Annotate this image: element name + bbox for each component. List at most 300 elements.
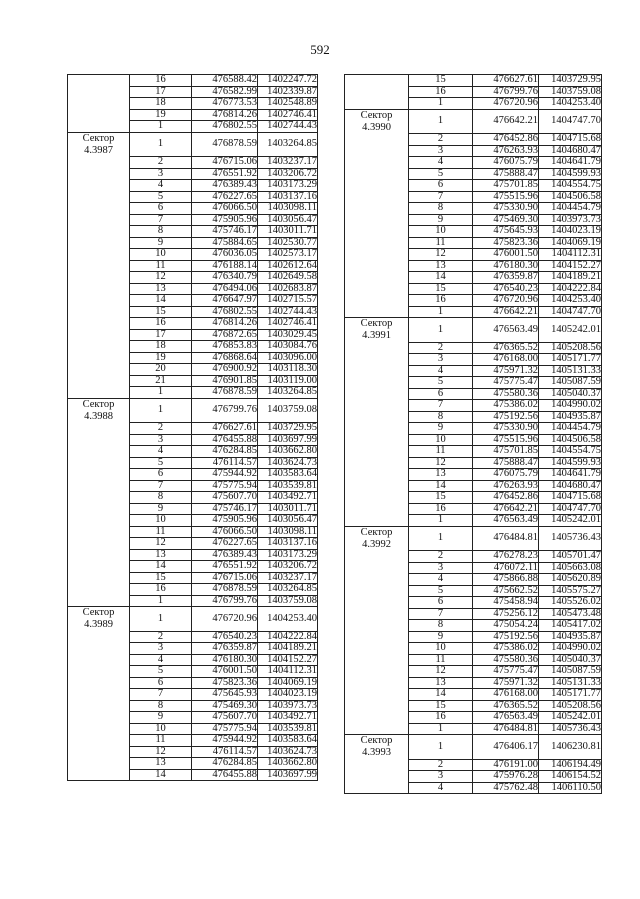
point-number: 14	[409, 480, 473, 492]
table-row	[345, 86, 602, 98]
y-coordinate: 1405242.01	[539, 712, 602, 724]
x-coordinate: 476284.85	[192, 758, 258, 770]
x-coordinate: 476365.52	[473, 700, 539, 712]
sector-label-cell	[68, 375, 130, 387]
sector-label-cell	[345, 109, 409, 134]
sector-label-cell	[68, 480, 130, 492]
sector-label-cell	[345, 457, 409, 469]
y-coordinate: 1404599.93	[539, 457, 602, 469]
y-coordinate: 1405040.37	[539, 388, 602, 400]
sector-label-cell	[68, 306, 130, 318]
table-row	[68, 329, 318, 341]
x-coordinate: 476075.79	[473, 157, 539, 169]
y-coordinate: 1403492.71	[258, 712, 318, 724]
y-coordinate: 1405242.01	[539, 515, 602, 527]
point-number: 7	[130, 214, 192, 226]
table-row	[68, 364, 318, 376]
x-coordinate: 476263.93	[473, 145, 539, 157]
point-number: 12	[130, 272, 192, 284]
y-coordinate: 1406230.81	[539, 735, 602, 760]
y-coordinate: 1402744.43	[258, 121, 318, 133]
point-number: 9	[130, 712, 192, 724]
x-coordinate: 476114.57	[192, 457, 258, 469]
x-coordinate: 475888.47	[473, 457, 539, 469]
x-coordinate: 475386.02	[473, 643, 539, 655]
x-coordinate: 476720.96	[192, 607, 258, 632]
table-row	[68, 86, 318, 98]
y-coordinate: 1404222.84	[258, 631, 318, 643]
table-row	[345, 712, 602, 724]
x-coordinate: 476715.06	[192, 157, 258, 169]
point-number: 4	[409, 365, 473, 377]
point-number: 12	[130, 746, 192, 758]
point-number: 8	[409, 203, 473, 215]
table-row	[345, 689, 602, 701]
table-row	[68, 769, 318, 781]
x-coordinate: 476799.76	[192, 595, 258, 607]
sector-label-cell	[345, 214, 409, 226]
x-coordinate: 475976.28	[473, 771, 539, 783]
point-number: 7	[130, 689, 192, 701]
sector-label-cell	[68, 584, 130, 596]
y-coordinate: 1403056.47	[258, 214, 318, 226]
point-number: 1	[409, 318, 473, 343]
table-row	[345, 260, 602, 272]
y-coordinate: 1403237.17	[258, 572, 318, 584]
sector-label-cell	[68, 446, 130, 458]
sector-label-cell	[68, 457, 130, 469]
point-number: 1	[409, 98, 473, 110]
table-row	[68, 191, 318, 203]
table-row	[345, 551, 602, 563]
table-row	[68, 423, 318, 435]
x-coordinate: 476036.05	[192, 249, 258, 261]
table-row	[345, 562, 602, 574]
y-coordinate: 1403697.99	[258, 769, 318, 781]
x-coordinate: 476627.61	[192, 423, 258, 435]
sector-label: Сектор	[82, 607, 115, 618]
point-number: 7	[409, 608, 473, 620]
y-coordinate: 1404747.70	[539, 306, 602, 318]
point-number: 14	[130, 561, 192, 573]
point-number: 14	[130, 769, 192, 781]
x-coordinate: 476001.50	[473, 249, 539, 261]
table-row	[68, 654, 318, 666]
y-coordinate: 1403137.16	[258, 191, 318, 203]
y-coordinate: 1404023.19	[258, 689, 318, 701]
y-coordinate: 1404069.19	[258, 677, 318, 689]
sector-label-cell	[68, 549, 130, 561]
y-coordinate: 1404990.02	[539, 643, 602, 655]
x-coordinate: 476802.55	[192, 306, 258, 318]
y-coordinate: 1405171.77	[539, 354, 602, 366]
x-coordinate: 475701.85	[473, 180, 539, 192]
point-number: 4	[409, 574, 473, 586]
y-coordinate: 1403264.85	[258, 584, 318, 596]
x-coordinate: 476802.55	[192, 121, 258, 133]
y-coordinate: 1404935.87	[539, 631, 602, 643]
table-row	[68, 595, 318, 607]
point-number: 5	[130, 457, 192, 469]
point-number: 2	[130, 423, 192, 435]
point-number: 9	[130, 237, 192, 249]
y-coordinate: 1403096.00	[258, 352, 318, 364]
sector-label: 4.3988	[84, 410, 113, 422]
y-coordinate: 1402573.17	[258, 249, 318, 261]
point-number: 10	[409, 226, 473, 238]
sector-label-cell	[68, 260, 130, 272]
x-coordinate: 476406.17	[473, 735, 539, 760]
table-row	[68, 75, 318, 87]
y-coordinate: 1403206.72	[258, 168, 318, 180]
x-coordinate: 475645.93	[192, 689, 258, 701]
sector-label-cell	[68, 631, 130, 643]
y-coordinate: 1403729.95	[539, 75, 602, 87]
table-row	[345, 295, 602, 307]
y-coordinate: 1405087.59	[539, 666, 602, 678]
y-coordinate: 1405131.33	[539, 677, 602, 689]
table-row	[345, 446, 602, 458]
x-coordinate: 476389.43	[192, 549, 258, 561]
x-coordinate: 476720.96	[473, 295, 539, 307]
sector-label-cell	[345, 515, 409, 527]
x-coordinate: 475607.70	[192, 712, 258, 724]
table-row	[345, 666, 602, 678]
point-number: 9	[409, 214, 473, 226]
x-coordinate: 475580.36	[473, 388, 539, 400]
point-number: 6	[130, 677, 192, 689]
table-row	[68, 584, 318, 596]
x-coordinate: 475762.48	[473, 782, 539, 794]
x-coordinate: 476263.93	[473, 480, 539, 492]
x-coordinate: 475469.30	[473, 214, 539, 226]
table-row	[345, 388, 602, 400]
y-coordinate: 1402744.43	[258, 306, 318, 318]
y-coordinate: 1403697.99	[258, 434, 318, 446]
sector-label-cell	[345, 411, 409, 423]
sector-label-cell	[68, 515, 130, 527]
sector-label-cell	[345, 191, 409, 203]
sector-label-cell	[68, 607, 130, 632]
table-row	[345, 480, 602, 492]
point-number: 6	[130, 203, 192, 215]
table-row	[68, 723, 318, 735]
y-coordinate: 1403759.08	[258, 398, 318, 423]
point-number: 5	[409, 585, 473, 597]
sector-label-cell	[345, 631, 409, 643]
table-row	[345, 75, 602, 87]
x-coordinate: 475515.96	[473, 191, 539, 203]
point-number: 15	[130, 306, 192, 318]
table-row	[68, 503, 318, 515]
y-coordinate: 1403539.81	[258, 480, 318, 492]
point-number: 9	[409, 631, 473, 643]
y-coordinate: 1404554.75	[539, 180, 602, 192]
point-number: 8	[409, 620, 473, 632]
y-coordinate: 1403759.08	[258, 595, 318, 607]
table-row	[68, 561, 318, 573]
y-coordinate: 1404112.31	[258, 666, 318, 678]
sector-label-cell	[345, 666, 409, 678]
sector-label-cell	[68, 746, 130, 758]
sector-label-cell	[68, 561, 130, 573]
y-coordinate: 1404506.58	[539, 191, 602, 203]
coordinates-table-right	[344, 74, 602, 794]
sector-label-cell	[345, 145, 409, 157]
x-coordinate: 475775.94	[192, 723, 258, 735]
table-row	[68, 398, 318, 423]
sector-label-cell	[345, 249, 409, 261]
table-row	[68, 249, 318, 261]
y-coordinate: 1403118.30	[258, 364, 318, 376]
sector-label-cell	[68, 700, 130, 712]
point-number: 11	[130, 260, 192, 272]
y-coordinate: 1402339.87	[258, 86, 318, 98]
x-coordinate: 475054.24	[473, 620, 539, 632]
x-coordinate: 476284.85	[192, 446, 258, 458]
sector-label-cell	[345, 723, 409, 735]
x-coordinate: 476853.83	[192, 341, 258, 353]
table-row	[68, 746, 318, 758]
y-coordinate: 1403759.08	[539, 86, 602, 98]
x-coordinate: 475386.02	[473, 400, 539, 412]
point-number: 14	[409, 689, 473, 701]
point-number: 1	[409, 526, 473, 551]
sector-label-cell	[68, 723, 130, 735]
sector-label-cell	[345, 677, 409, 689]
table-row	[345, 145, 602, 157]
table-row	[68, 712, 318, 724]
sector-label-cell	[68, 98, 130, 110]
y-coordinate: 1402715.57	[258, 295, 318, 307]
sector-label-cell	[345, 354, 409, 366]
point-number: 11	[409, 237, 473, 249]
table-row	[345, 423, 602, 435]
sector-label-cell	[68, 249, 130, 261]
sector-label-cell	[345, 75, 409, 87]
sector-label-cell	[68, 283, 130, 295]
sector-label-cell	[68, 157, 130, 169]
sector-label-cell	[68, 86, 130, 98]
y-coordinate: 1403173.29	[258, 549, 318, 561]
y-coordinate: 1404023.19	[539, 226, 602, 238]
point-number: 2	[130, 631, 192, 643]
x-coordinate: 476773.53	[192, 98, 258, 110]
x-coordinate: 476359.87	[473, 272, 539, 284]
table-row	[68, 341, 318, 353]
point-number: 1	[409, 306, 473, 318]
x-coordinate: 475971.32	[473, 677, 539, 689]
point-number: 13	[130, 283, 192, 295]
point-number: 8	[130, 492, 192, 504]
y-coordinate: 1404747.70	[539, 503, 602, 515]
sector-label-cell	[345, 608, 409, 620]
point-number: 4	[130, 180, 192, 192]
table-row	[68, 226, 318, 238]
table-row	[68, 283, 318, 295]
sector-label-cell	[345, 295, 409, 307]
sector-label-cell	[68, 538, 130, 550]
y-coordinate: 1404454.79	[539, 423, 602, 435]
sector-label-cell	[68, 237, 130, 249]
table-row	[68, 549, 318, 561]
y-coordinate: 1404152.27	[258, 654, 318, 666]
sector-label-cell	[68, 387, 130, 399]
point-number: 14	[409, 272, 473, 284]
table-row	[345, 643, 602, 655]
x-coordinate: 475775.94	[192, 480, 258, 492]
point-number: 1	[130, 398, 192, 423]
sector-label-cell	[68, 526, 130, 538]
x-coordinate: 476900.92	[192, 364, 258, 376]
point-number: 2	[130, 157, 192, 169]
table-row	[68, 168, 318, 180]
point-number: 3	[130, 643, 192, 655]
table-row	[345, 377, 602, 389]
sector-label-cell	[345, 237, 409, 249]
y-coordinate: 1403492.71	[258, 492, 318, 504]
y-coordinate: 1403029.45	[258, 329, 318, 341]
y-coordinate: 1404680.47	[539, 480, 602, 492]
table-row	[68, 631, 318, 643]
sector-label: Сектор	[360, 526, 393, 538]
table-row	[68, 434, 318, 446]
table-row	[68, 214, 318, 226]
x-coordinate: 475645.93	[473, 226, 539, 238]
point-number: 3	[409, 562, 473, 574]
point-number: 4	[130, 446, 192, 458]
sector-label-cell	[345, 503, 409, 515]
point-number: 9	[130, 503, 192, 515]
table-row	[345, 771, 602, 783]
point-number: 16	[409, 503, 473, 515]
y-coordinate: 1403237.17	[258, 157, 318, 169]
table-row	[345, 109, 602, 134]
y-coordinate: 1405620.89	[539, 574, 602, 586]
table-row	[345, 411, 602, 423]
y-coordinate: 1403264.85	[258, 387, 318, 399]
table-row	[345, 492, 602, 504]
table-row	[345, 574, 602, 586]
point-number: 2	[409, 759, 473, 771]
point-number: 7	[409, 400, 473, 412]
x-coordinate: 476540.23	[473, 283, 539, 295]
sector-label-cell	[68, 203, 130, 215]
point-number: 15	[409, 492, 473, 504]
table-row	[68, 121, 318, 133]
x-coordinate: 475469.30	[192, 700, 258, 712]
x-coordinate: 476452.86	[473, 134, 539, 146]
table-row	[345, 249, 602, 261]
table-row	[68, 375, 318, 387]
x-coordinate: 476540.23	[192, 631, 258, 643]
x-coordinate: 476642.21	[473, 503, 539, 515]
table-row	[68, 203, 318, 215]
point-number: 19	[130, 352, 192, 364]
sector-label-cell	[345, 759, 409, 771]
x-coordinate: 476072.11	[473, 562, 539, 574]
table-row	[68, 272, 318, 284]
table-row	[345, 597, 602, 609]
point-number: 15	[409, 283, 473, 295]
point-number: 21	[130, 375, 192, 387]
table-row	[345, 457, 602, 469]
point-number: 1	[409, 735, 473, 760]
table-row	[345, 759, 602, 771]
sector-label: 4.3993	[362, 747, 391, 758]
table-row	[345, 654, 602, 666]
point-number: 14	[130, 295, 192, 307]
table-row	[345, 98, 602, 110]
sector-label-cell	[68, 469, 130, 481]
coordinates-table-left	[67, 74, 318, 781]
point-number: 11	[130, 526, 192, 538]
point-number: 11	[409, 654, 473, 666]
point-number: 13	[409, 677, 473, 689]
sector-label: Сектор	[82, 132, 115, 144]
sector-label-cell	[345, 283, 409, 295]
point-number: 17	[130, 86, 192, 98]
sector-label-cell	[68, 318, 130, 330]
point-number: 3	[409, 145, 473, 157]
y-coordinate: 1404554.75	[539, 446, 602, 458]
y-coordinate: 1404715.68	[539, 492, 602, 504]
table-row	[345, 226, 602, 238]
table-row	[68, 180, 318, 192]
table-row	[68, 666, 318, 678]
point-number: 12	[130, 538, 192, 550]
x-coordinate: 476278.23	[473, 551, 539, 563]
sector-label-cell	[68, 666, 130, 678]
table-row	[345, 503, 602, 515]
sector-label-cell	[345, 585, 409, 597]
point-number: 2	[409, 551, 473, 563]
table-row	[345, 157, 602, 169]
y-coordinate: 1404935.87	[539, 411, 602, 423]
y-coordinate: 1404253.40	[258, 607, 318, 632]
y-coordinate: 1404715.68	[539, 134, 602, 146]
table-row	[345, 283, 602, 295]
sector-label-cell	[345, 272, 409, 284]
y-coordinate: 1403729.95	[258, 423, 318, 435]
sector-label-cell	[68, 572, 130, 584]
y-coordinate: 1405208.56	[539, 342, 602, 354]
point-number: 1	[130, 132, 192, 157]
y-coordinate: 1406194.49	[539, 759, 602, 771]
x-coordinate: 476551.92	[192, 168, 258, 180]
x-coordinate: 476075.79	[473, 469, 539, 481]
x-coordinate: 475746.17	[192, 226, 258, 238]
table-row	[345, 306, 602, 318]
sector-label: Сектор	[82, 398, 115, 410]
sector-label-cell	[68, 75, 130, 87]
sector-label: Сектор	[360, 109, 393, 121]
sector-label-cell	[345, 562, 409, 574]
table-row	[345, 168, 602, 180]
y-coordinate: 1404189.21	[539, 272, 602, 284]
x-coordinate: 476191.00	[473, 759, 539, 771]
point-number: 6	[409, 180, 473, 192]
x-coordinate: 476647.97	[192, 295, 258, 307]
point-number: 16	[409, 295, 473, 307]
table-row	[68, 306, 318, 318]
point-number: 15	[130, 572, 192, 584]
x-coordinate: 476168.00	[473, 689, 539, 701]
sector-label-cell	[68, 643, 130, 655]
point-number: 15	[409, 75, 473, 87]
table-row	[68, 260, 318, 272]
x-coordinate: 476001.50	[192, 666, 258, 678]
